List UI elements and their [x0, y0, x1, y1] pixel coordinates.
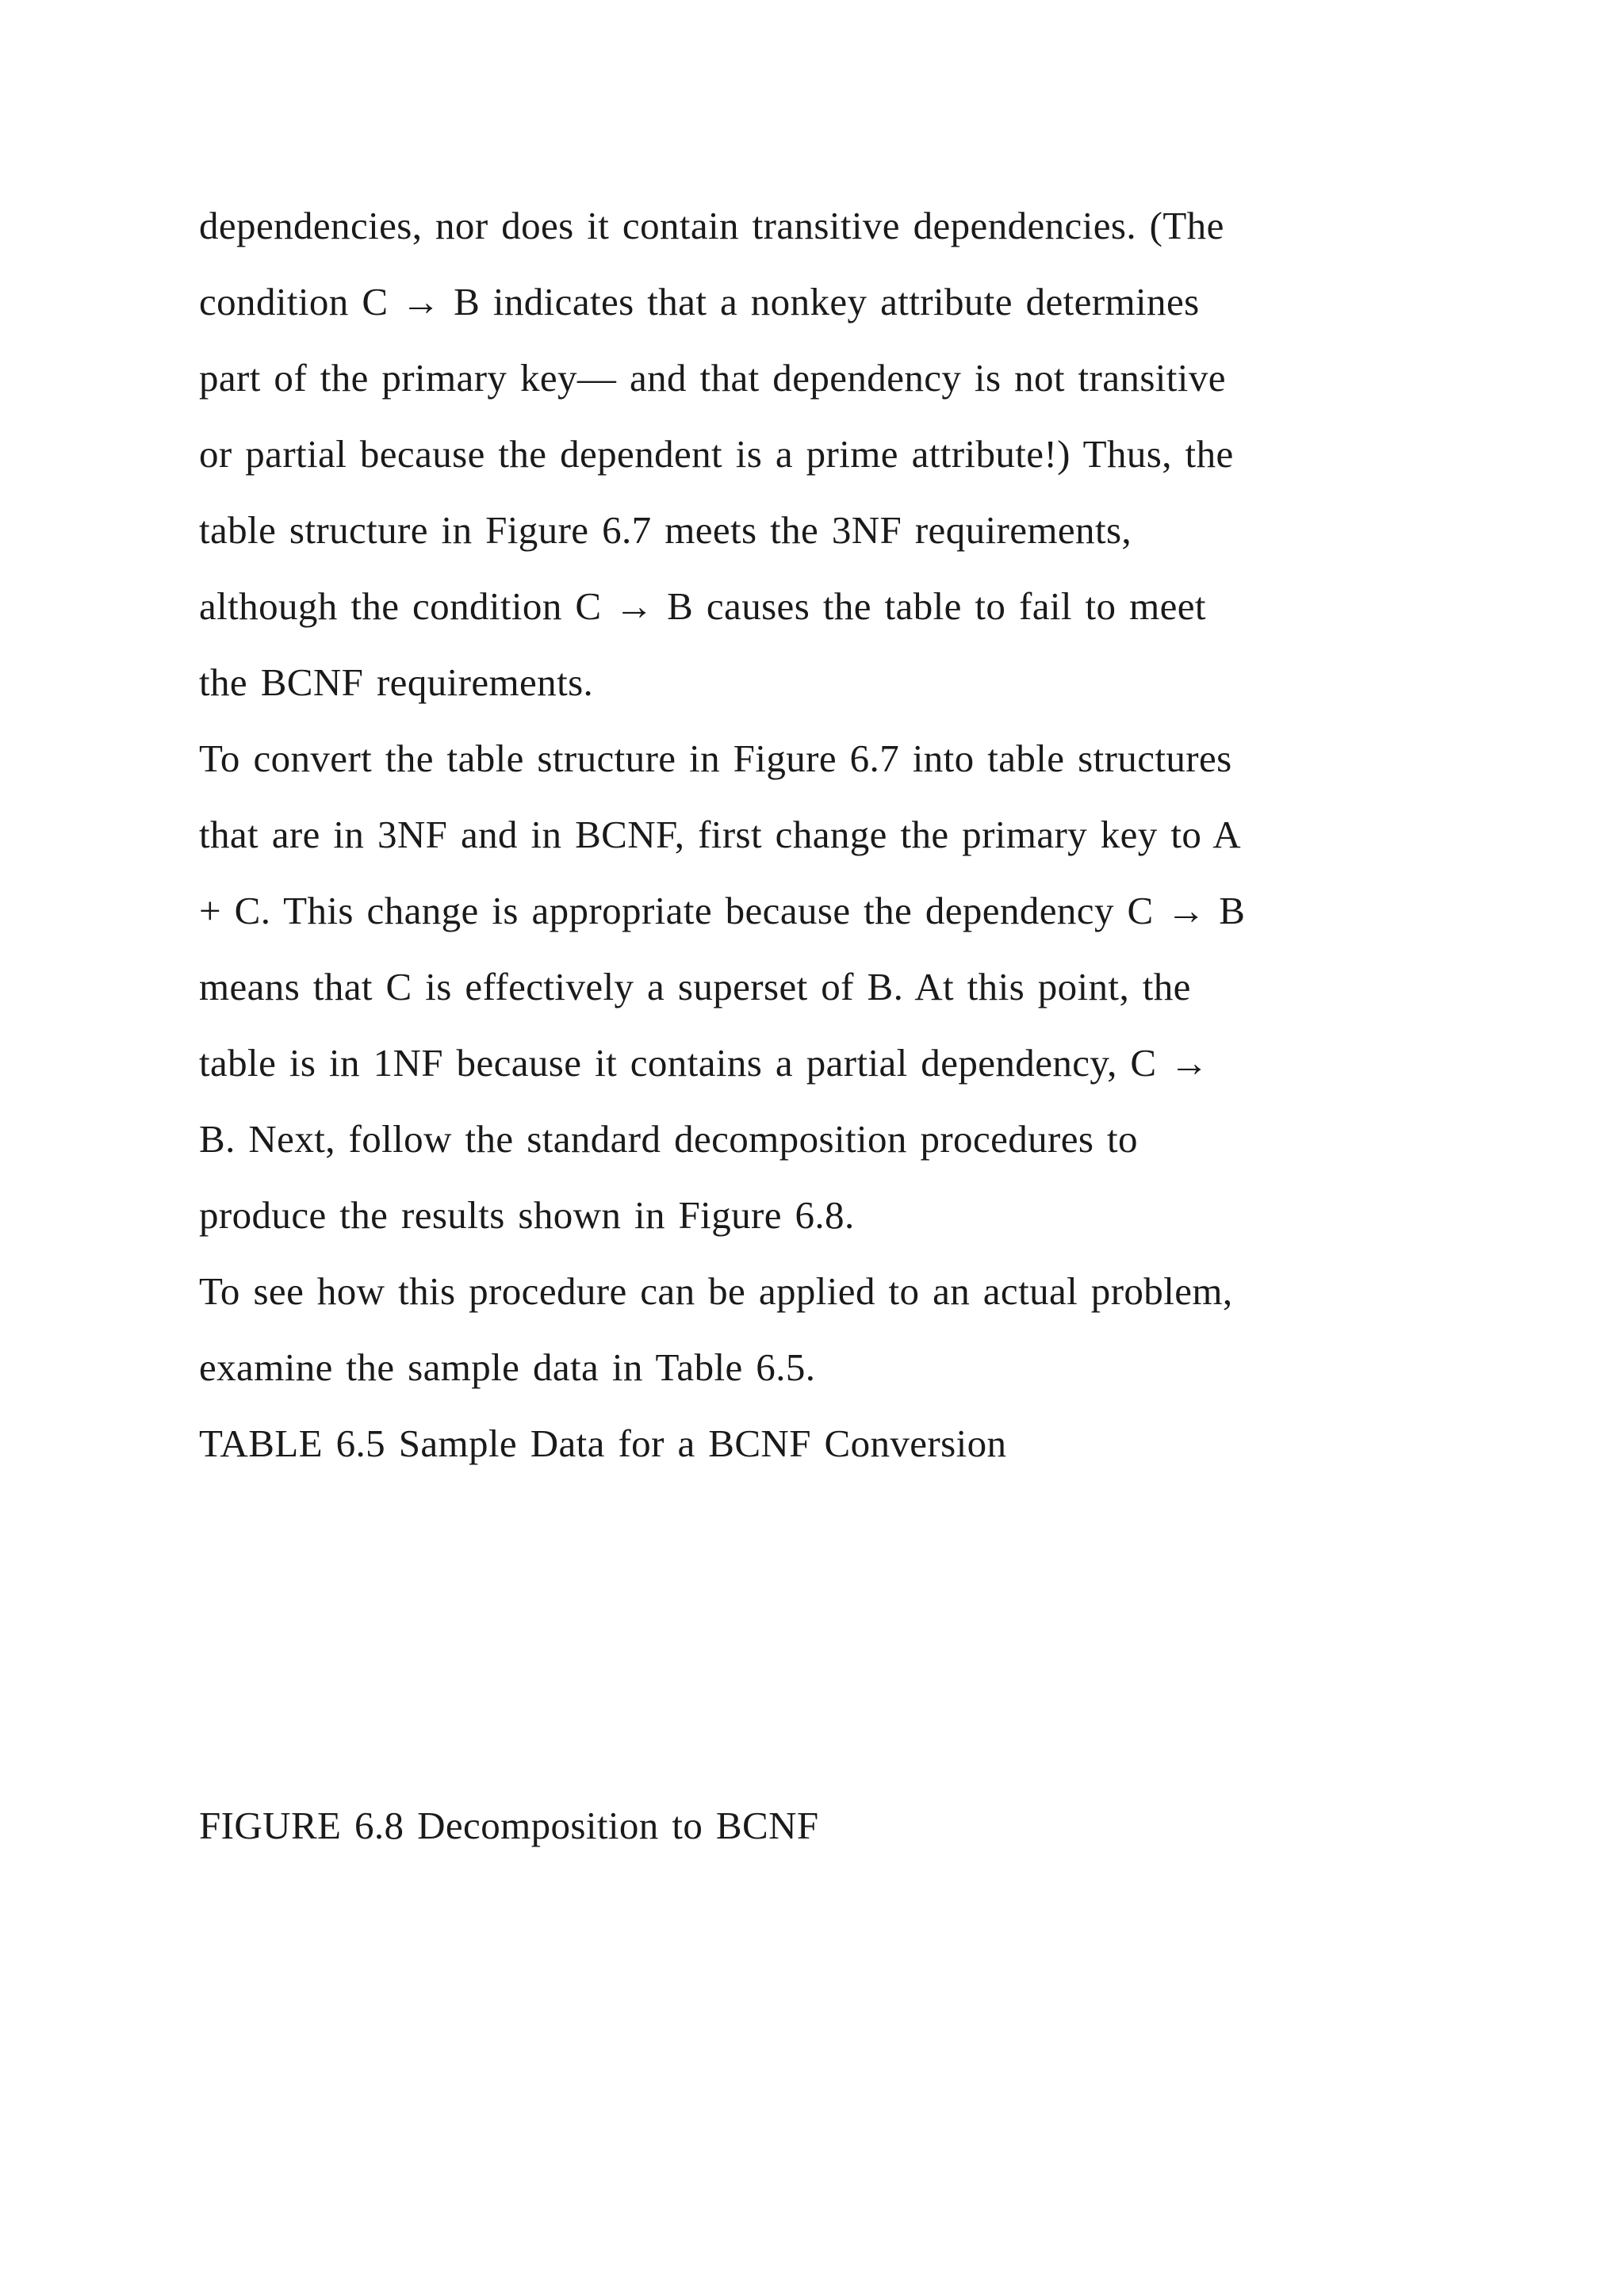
- text-line: part of the primary key— and that dependency is not transitive: [199, 356, 1226, 400]
- text-line: the BCNF requirements.: [199, 660, 594, 704]
- text-line: table structure in Figure 6.7 meets the 3NF requirements,: [199, 508, 1132, 552]
- text-line: B. Next, follow the standard decomposition procedures to: [199, 1117, 1138, 1161]
- table-caption: TABLE 6.5 Sample Data for a BCNF Conversion: [199, 1422, 1007, 1465]
- text-line: dependencies, nor does it contain transitive dependencies. (The: [199, 204, 1224, 247]
- figure-caption: FIGURE 6.8 Decomposition to BCNF: [199, 1804, 819, 1847]
- text-line: means that C is effectively a superset of B. At this point, the: [199, 965, 1191, 1008]
- text-line: examine the sample data in Table 6.5.: [199, 1345, 816, 1389]
- text-line: To see how this procedure can be applied to an actual problem,: [199, 1269, 1233, 1313]
- text-line: condition C → B indicates that a nonkey attribute determines: [199, 280, 1200, 323]
- text-line: that are in 3NF and in BCNF, first change the primary key to A: [199, 813, 1241, 856]
- body-text: [199, 188, 1436, 1482]
- text-line: + C. This change is appropriate because the dependency C → B: [199, 889, 1246, 932]
- text-line: table is in 1NF because it contains a partial dependency, C →: [199, 1041, 1209, 1085]
- text-line: produce the results shown in Figure 6.8.: [199, 1193, 855, 1237]
- text-line: or partial because the dependent is a prime attribute!) Thus, the: [199, 432, 1234, 476]
- text-line: although the condition C → B causes the table to fail to meet: [199, 584, 1206, 628]
- text-line: To convert the table structure in Figure 6.7 into table structures: [199, 737, 1232, 780]
